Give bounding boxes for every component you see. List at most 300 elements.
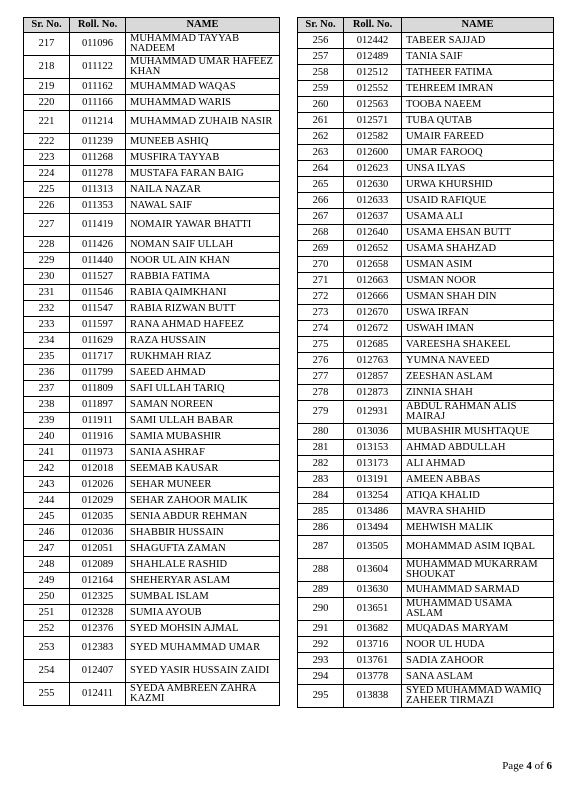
name-cell: SEEMAB KAUSAR [126, 461, 280, 477]
roll-no-cell: 011527 [70, 269, 126, 285]
table-row [298, 653, 554, 669]
name-cell: UNSA ILYAS [402, 161, 554, 177]
name-cell: RANA AHMAD HAFEEZ [126, 317, 280, 333]
header-sr-no: Sr. No. [24, 18, 70, 33]
sr-no-cell: 262 [298, 129, 344, 145]
name-cell: SENIA ABDUR REHMAN [126, 509, 280, 525]
roll-no-cell: 012623 [344, 161, 402, 177]
roll-no-cell: 012376 [70, 621, 126, 637]
roll-no-cell: 011162 [70, 79, 126, 95]
name-cell: SYED MUHAMMAD UMAR [126, 637, 280, 660]
sr-no-cell: 251 [24, 605, 70, 621]
sr-no-cell: 235 [24, 349, 70, 365]
table-row [24, 397, 280, 413]
roll-no-cell: 012763 [344, 353, 402, 369]
table-row [298, 488, 554, 504]
table-row [24, 445, 280, 461]
sr-no-cell: 260 [298, 97, 344, 113]
sr-no-cell: 292 [298, 637, 344, 653]
name-cell: MUBASHIR MUSHTAQUE [402, 424, 554, 440]
header-roll-no: Roll. No. [344, 18, 402, 33]
sr-no-cell: 226 [24, 198, 70, 214]
sr-no-cell: 228 [24, 237, 70, 253]
name-cell: MUHAMMAD WAQAS [126, 79, 280, 95]
header-sr-no: Sr. No. [298, 18, 344, 33]
roll-no-cell: 011916 [70, 429, 126, 445]
table-row [298, 257, 554, 273]
table-row [24, 79, 280, 95]
table-row [24, 166, 280, 182]
name-cell: MUHAMMAD UMAR HAFEEZ KHAN [126, 56, 280, 79]
name-cell: MUHAMMAD WARIS [126, 95, 280, 111]
roll-no-cell: 011214 [70, 111, 126, 134]
sr-no-cell: 243 [24, 477, 70, 493]
table-row [298, 273, 554, 289]
sr-no-cell: 263 [298, 145, 344, 161]
roll-no-cell: 012658 [344, 257, 402, 273]
roll-no-cell: 011440 [70, 253, 126, 269]
roll-no-cell: 012652 [344, 241, 402, 257]
table-row [24, 660, 280, 683]
roll-no-cell: 011426 [70, 237, 126, 253]
sr-no-cell: 234 [24, 333, 70, 349]
name-cell: NAILA NAZAR [126, 182, 280, 198]
table-row [298, 401, 554, 424]
sr-no-cell: 239 [24, 413, 70, 429]
roll-no-cell: 012685 [344, 337, 402, 353]
sr-no-cell: 278 [298, 385, 344, 401]
roll-table-right [297, 17, 554, 708]
table-row [298, 289, 554, 305]
sr-no-cell: 237 [24, 381, 70, 397]
sr-no-cell: 245 [24, 509, 70, 525]
table-row [298, 621, 554, 637]
sr-no-cell: 248 [24, 557, 70, 573]
sr-no-cell: 275 [298, 337, 344, 353]
roll-no-cell: 013682 [344, 621, 402, 637]
footer-of: of [531, 760, 547, 772]
sr-no-cell: 286 [298, 520, 344, 536]
name-cell: MEHWISH MALIK [402, 520, 554, 536]
name-cell: SAEED AHMAD [126, 365, 280, 381]
sr-no-cell: 294 [298, 669, 344, 685]
sr-no-cell: 231 [24, 285, 70, 301]
table-row [24, 317, 280, 333]
roll-no-cell: 011547 [70, 301, 126, 317]
name-cell: SEHAR ZAHOOR MALIK [126, 493, 280, 509]
table-row [298, 97, 554, 113]
name-cell: TABEER SAJJAD [402, 33, 554, 49]
roll-no-cell: 011717 [70, 349, 126, 365]
table-row [298, 504, 554, 520]
sr-no-cell: 259 [298, 81, 344, 97]
table-row [298, 369, 554, 385]
footer-prefix: Page [502, 760, 527, 772]
table-row [298, 353, 554, 369]
table-row [298, 305, 554, 321]
roll-no-cell: 012489 [344, 49, 402, 65]
name-cell: ZINNIA SHAH [402, 385, 554, 401]
sr-no-cell: 279 [298, 401, 344, 424]
sr-no-cell: 274 [298, 321, 344, 337]
sr-no-cell: 285 [298, 504, 344, 520]
table-row [298, 337, 554, 353]
header-name: NAME [126, 18, 280, 33]
sr-no-cell: 293 [298, 653, 344, 669]
table-row [298, 161, 554, 177]
sr-no-cell: 252 [24, 621, 70, 637]
roll-no-cell: 012563 [344, 97, 402, 113]
table-row [24, 429, 280, 445]
table-row [24, 683, 280, 706]
name-cell: SANA ASLAM [402, 669, 554, 685]
roll-no-cell: 012442 [344, 33, 402, 49]
sr-no-cell: 236 [24, 365, 70, 381]
sr-no-cell: 258 [298, 65, 344, 81]
roll-no-cell: 013716 [344, 637, 402, 653]
name-cell: TUBA QUTAB [402, 113, 554, 129]
table-row [298, 669, 554, 685]
name-cell: SYEDA AMBREEN ZAHRA KAZMI [126, 683, 280, 706]
roll-no-cell: 012089 [70, 557, 126, 573]
table-row [24, 413, 280, 429]
roll-no-cell: 011897 [70, 397, 126, 413]
sr-no-cell: 266 [298, 193, 344, 209]
sr-no-cell: 256 [298, 33, 344, 49]
roll-no-cell: 013153 [344, 440, 402, 456]
sr-no-cell: 284 [298, 488, 344, 504]
sr-no-cell: 269 [298, 241, 344, 257]
name-cell: MAVRA SHAHID [402, 504, 554, 520]
table-row [24, 237, 280, 253]
roll-no-cell: 012640 [344, 225, 402, 241]
name-cell: MUHAMMAD SARMAD [402, 582, 554, 598]
roll-no-cell: 012600 [344, 145, 402, 161]
table-row [298, 520, 554, 536]
sr-no-cell: 222 [24, 134, 70, 150]
roll-no-cell: 012666 [344, 289, 402, 305]
sr-no-cell: 242 [24, 461, 70, 477]
name-cell: RUKHMAH RIAZ [126, 349, 280, 365]
table-row [298, 209, 554, 225]
sr-no-cell: 225 [24, 182, 70, 198]
name-cell: SHAGUFTA ZAMAN [126, 541, 280, 557]
table-row [24, 301, 280, 317]
roll-no-cell: 011096 [70, 33, 126, 56]
name-cell: MUQADAS MARYAM [402, 621, 554, 637]
roll-no-cell: 011911 [70, 413, 126, 429]
roll-no-cell: 011278 [70, 166, 126, 182]
name-cell: USAMA EHSAN BUTT [402, 225, 554, 241]
name-cell: SHEHERYAR ASLAM [126, 573, 280, 589]
name-cell: MUHAMMAD MUKARRAM SHOUKAT [402, 559, 554, 582]
sr-no-cell: 283 [298, 472, 344, 488]
current-page: 4 [526, 760, 532, 772]
name-cell: RAZA HUSSAIN [126, 333, 280, 349]
name-cell: USMAN NOOR [402, 273, 554, 289]
roll-no-cell: 012328 [70, 605, 126, 621]
table-row [24, 461, 280, 477]
name-cell: SEHAR MUNEER [126, 477, 280, 493]
roll-no-cell: 012630 [344, 177, 402, 193]
sr-no-cell: 290 [298, 598, 344, 621]
roll-no-cell: 011546 [70, 285, 126, 301]
table-row [298, 637, 554, 653]
sr-no-cell: 244 [24, 493, 70, 509]
name-cell: UMAIR FAREED [402, 129, 554, 145]
roll-no-cell: 013254 [344, 488, 402, 504]
sr-no-cell: 270 [298, 257, 344, 273]
table-row [24, 589, 280, 605]
table-row [298, 177, 554, 193]
total-pages: 6 [546, 760, 552, 772]
sr-no-cell: 240 [24, 429, 70, 445]
roll-no-cell: 013778 [344, 669, 402, 685]
sr-no-cell: 250 [24, 589, 70, 605]
name-cell: MUHAMMAD ZUHAIB NASIR [126, 111, 280, 134]
table-row [298, 145, 554, 161]
roll-no-cell: 011809 [70, 381, 126, 397]
table-row [24, 253, 280, 269]
sr-no-cell: 291 [298, 621, 344, 637]
sr-no-cell: 217 [24, 33, 70, 56]
sr-no-cell: 220 [24, 95, 70, 111]
name-cell: ALI AHMAD [402, 456, 554, 472]
roll-no-cell: 012512 [344, 65, 402, 81]
name-cell: USWAH IMAN [402, 321, 554, 337]
roll-no-cell: 012931 [344, 401, 402, 424]
sr-no-cell: 247 [24, 541, 70, 557]
sr-no-cell: 219 [24, 79, 70, 95]
header-roll-no: Roll. No. [70, 18, 126, 33]
table-row [298, 582, 554, 598]
roll-no-cell: 012026 [70, 477, 126, 493]
table-row [24, 182, 280, 198]
name-cell: SAMAN NOREEN [126, 397, 280, 413]
name-cell: NAWAL SAIF [126, 198, 280, 214]
roll-no-cell: 012051 [70, 541, 126, 557]
table-row [24, 33, 280, 56]
roll-no-cell: 013173 [344, 456, 402, 472]
name-cell: YUMNA NAVEED [402, 353, 554, 369]
roll-no-cell: 012325 [70, 589, 126, 605]
table-row [24, 573, 280, 589]
roll-no-cell: 013761 [344, 653, 402, 669]
table-row [298, 559, 554, 582]
name-cell: MUHAMMAD TAYYAB NADEEM [126, 33, 280, 56]
roll-no-cell: 011268 [70, 150, 126, 166]
table-row [24, 150, 280, 166]
name-cell: RABBIA FATIMA [126, 269, 280, 285]
roll-no-cell: 012633 [344, 193, 402, 209]
name-cell: AMEEN ABBAS [402, 472, 554, 488]
sr-no-cell: 230 [24, 269, 70, 285]
table-row [24, 605, 280, 621]
name-cell: TATHEER FATIMA [402, 65, 554, 81]
sr-no-cell: 280 [298, 424, 344, 440]
sr-no-cell: 224 [24, 166, 70, 182]
name-cell: SHAHLALE RASHID [126, 557, 280, 573]
sr-no-cell: 241 [24, 445, 70, 461]
sr-no-cell: 282 [298, 456, 344, 472]
name-cell: NOOR UL HUDA [402, 637, 554, 653]
name-cell: NOMAN SAIF ULLAH [126, 237, 280, 253]
roll-no-cell: 012164 [70, 573, 126, 589]
roll-no-cell: 012571 [344, 113, 402, 129]
table-row [24, 381, 280, 397]
roll-no-cell: 012411 [70, 683, 126, 706]
name-cell: MUSTAFA FARAN BAIG [126, 166, 280, 182]
roll-no-cell: 013494 [344, 520, 402, 536]
sr-no-cell: 254 [24, 660, 70, 683]
sr-no-cell: 246 [24, 525, 70, 541]
name-cell: ABDUL RAHMAN ALIS MAIRAJ [402, 401, 554, 424]
sr-no-cell: 281 [298, 440, 344, 456]
sr-no-cell: 229 [24, 253, 70, 269]
roll-no-cell: 011239 [70, 134, 126, 150]
table-row [24, 333, 280, 349]
roll-no-cell: 012582 [344, 129, 402, 145]
name-cell: SYED YASIR HUSSAIN ZAIDI [126, 660, 280, 683]
roll-no-cell: 011629 [70, 333, 126, 349]
name-cell: ATIQA KHALID [402, 488, 554, 504]
roll-no-cell: 011166 [70, 95, 126, 111]
table-row [24, 269, 280, 285]
table-row [298, 241, 554, 257]
roll-no-cell: 012552 [344, 81, 402, 97]
sr-no-cell: 267 [298, 209, 344, 225]
roll-no-cell: 012873 [344, 385, 402, 401]
name-cell: USMAN ASIM [402, 257, 554, 273]
table-row [298, 321, 554, 337]
name-cell: SUMBAL ISLAM [126, 589, 280, 605]
table-row [298, 598, 554, 621]
sr-no-cell: 238 [24, 397, 70, 413]
roll-table-left [23, 17, 280, 706]
table-row [298, 81, 554, 97]
roll-no-cell: 012383 [70, 637, 126, 660]
name-cell: SAMI ULLAH BABAR [126, 413, 280, 429]
roll-no-cell: 011353 [70, 198, 126, 214]
table-row [298, 424, 554, 440]
roll-no-cell: 012036 [70, 525, 126, 541]
name-cell: MUSFIRA TAYYAB [126, 150, 280, 166]
name-cell: USMAN SHAH DIN [402, 289, 554, 305]
table-row [298, 685, 554, 708]
sr-no-cell: 276 [298, 353, 344, 369]
sr-no-cell: 253 [24, 637, 70, 660]
sr-no-cell: 255 [24, 683, 70, 706]
roll-no-cell: 013486 [344, 504, 402, 520]
sr-no-cell: 287 [298, 536, 344, 559]
name-cell: RABIA RIZWAN BUTT [126, 301, 280, 317]
sr-no-cell: 277 [298, 369, 344, 385]
name-cell: NOMAIR YAWAR BHATTI [126, 214, 280, 237]
roll-no-cell: 011122 [70, 56, 126, 79]
roll-no-cell: 013604 [344, 559, 402, 582]
name-cell: SYED MUHAMMAD WAMIQ ZAHEER TIRMAZI [402, 685, 554, 708]
name-cell: SAFI ULLAH TARIQ [126, 381, 280, 397]
table-row [24, 477, 280, 493]
roll-no-cell: 012663 [344, 273, 402, 289]
sr-no-cell: 265 [298, 177, 344, 193]
name-cell: USAMA ALI [402, 209, 554, 225]
table-row [298, 33, 554, 49]
name-cell: TANIA SAIF [402, 49, 554, 65]
roll-no-cell: 013505 [344, 536, 402, 559]
sr-no-cell: 272 [298, 289, 344, 305]
name-cell: SANIA ASHRAF [126, 445, 280, 461]
roll-no-cell: 012029 [70, 493, 126, 509]
name-cell: SUMIA AYOUB [126, 605, 280, 621]
sr-no-cell: 264 [298, 161, 344, 177]
roll-no-cell: 013191 [344, 472, 402, 488]
name-cell: TEHREEM IMRAN [402, 81, 554, 97]
name-cell: AHMAD ABDULLAH [402, 440, 554, 456]
roll-no-cell: 011973 [70, 445, 126, 461]
sr-no-cell: 227 [24, 214, 70, 237]
name-cell: TOOBA NAEEM [402, 97, 554, 113]
name-cell: NOOR UL AIN KHAN [126, 253, 280, 269]
table-row [298, 456, 554, 472]
sr-no-cell: 271 [298, 273, 344, 289]
roll-no-cell: 012407 [70, 660, 126, 683]
roll-no-cell: 012857 [344, 369, 402, 385]
roll-no-cell: 011419 [70, 214, 126, 237]
roll-no-cell: 011313 [70, 182, 126, 198]
name-cell: MOHAMMAD ASIM IQBAL [402, 536, 554, 559]
table-row [24, 134, 280, 150]
sr-no-cell: 273 [298, 305, 344, 321]
roll-no-cell: 012035 [70, 509, 126, 525]
roll-no-cell: 012637 [344, 209, 402, 225]
name-cell: URWA KHURSHID [402, 177, 554, 193]
sr-no-cell: 289 [298, 582, 344, 598]
name-cell: SAMIA MUBASHIR [126, 429, 280, 445]
sr-no-cell: 295 [298, 685, 344, 708]
name-cell: UMAR FAROOQ [402, 145, 554, 161]
sr-no-cell: 288 [298, 559, 344, 582]
name-cell: USAID RAFIQUE [402, 193, 554, 209]
table-row [24, 95, 280, 111]
table-row [24, 349, 280, 365]
roll-no-cell: 013651 [344, 598, 402, 621]
name-cell: VAREESHA SHAKEEL [402, 337, 554, 353]
name-cell: SADIA ZAHOOR [402, 653, 554, 669]
name-cell: RABIA QAIMKHANI [126, 285, 280, 301]
table-row [298, 193, 554, 209]
table-row [24, 541, 280, 557]
table-row [24, 56, 280, 79]
table-row [24, 198, 280, 214]
sr-no-cell: 257 [298, 49, 344, 65]
table-row [24, 621, 280, 637]
table-row [298, 440, 554, 456]
table-row [298, 49, 554, 65]
name-cell: USAMA SHAHZAD [402, 241, 554, 257]
table-row [298, 129, 554, 145]
name-cell: ZEESHAN ASLAM [402, 369, 554, 385]
table-row [298, 385, 554, 401]
table-row [298, 113, 554, 129]
table-row [298, 536, 554, 559]
table-row [24, 214, 280, 237]
table-row [24, 111, 280, 134]
name-cell: MUNEEB ASHIQ [126, 134, 280, 150]
sr-no-cell: 232 [24, 301, 70, 317]
table-row [24, 557, 280, 573]
table-row [24, 525, 280, 541]
